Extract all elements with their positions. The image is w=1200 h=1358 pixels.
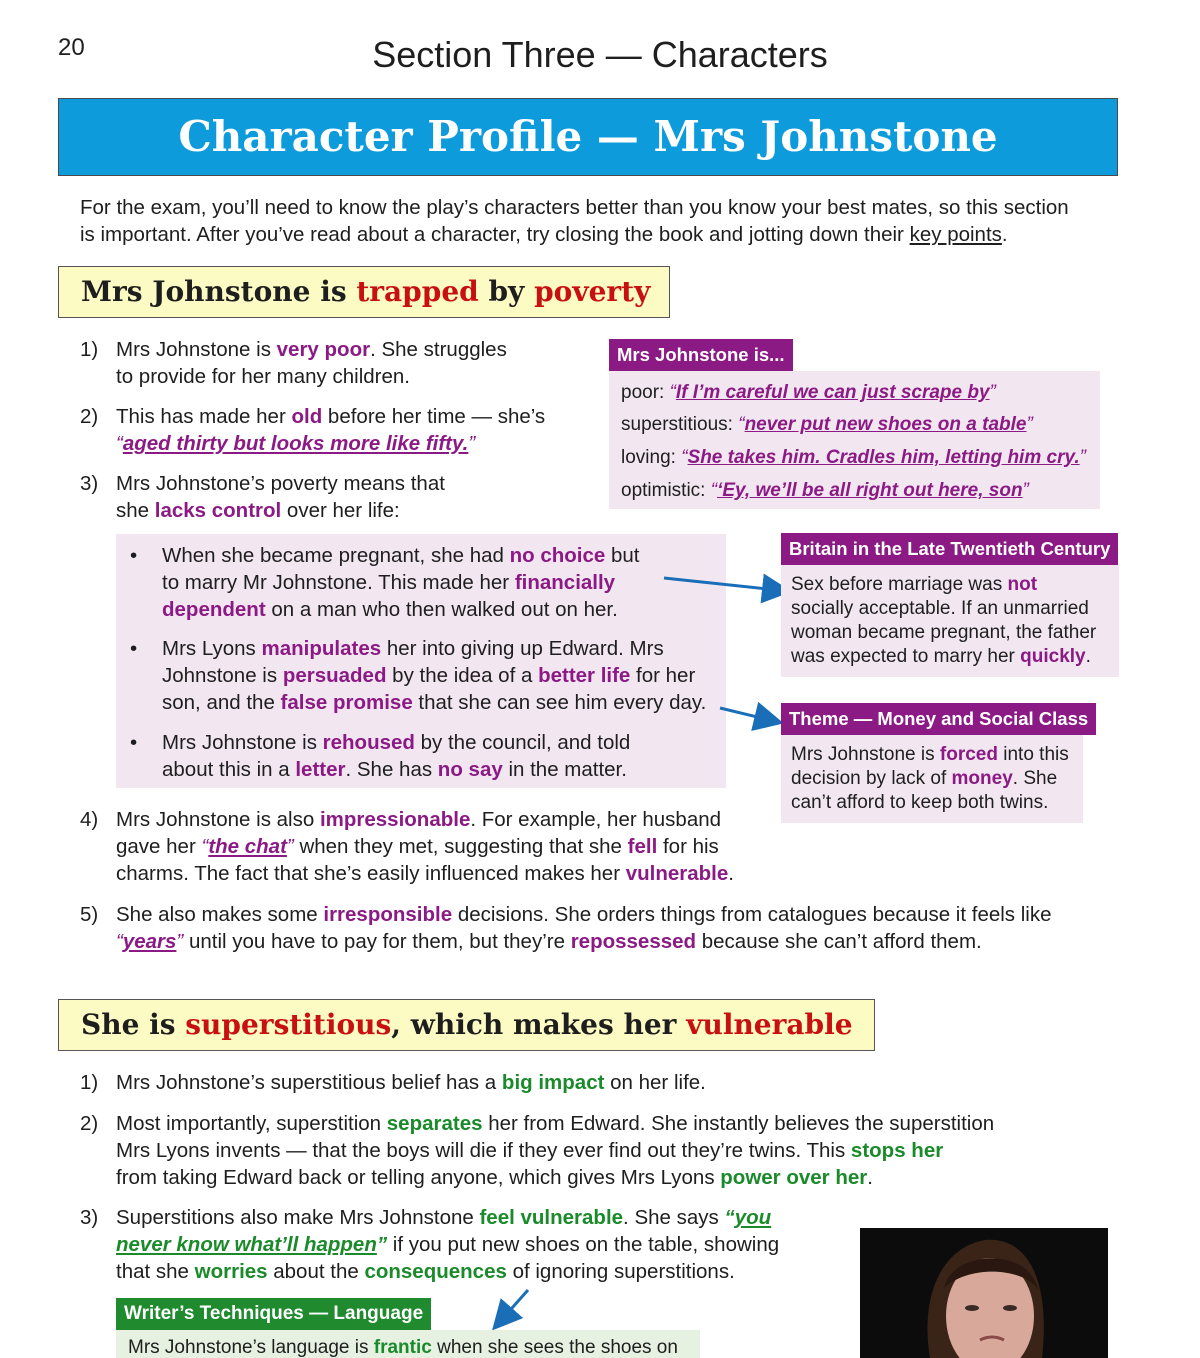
section-title: Section Three — Characters xyxy=(372,34,828,75)
list-item: 1) Mrs Johnstone is very poor. She struggles to provide for her many children. xyxy=(80,338,507,388)
page-title: Character Profile — Mrs Johnstone xyxy=(58,98,1118,176)
list-item: 1) Mrs Johnstone’s superstitious belief has a big impact on her life. xyxy=(80,1071,706,1094)
writers-techniques-box: Mrs Johnstone’s language is frantic when she sees the shoes on xyxy=(116,1330,700,1358)
page-number: 20 xyxy=(58,34,85,61)
britain-context-box: Sex before marriage was not socially acceptable. If an unmarried woman became pregnant, the father was expected to marry her quickly. xyxy=(781,565,1119,677)
writers-techniques-box-title: Writer’s Techniques — Language xyxy=(116,1298,431,1330)
list-item: 5) She also makes some irresponsible decisions. She orders things from catalogues because it feels like “years” until you have to pay for them, but they’re repossessed because she can’t afford them. xyxy=(80,903,1052,953)
character-photo xyxy=(860,1228,1108,1358)
theme-box: Mrs Johnstone is forced into this decision by lack of money. She can’t afford to keep both twins. xyxy=(781,735,1083,823)
key-points-link[interactable]: key points xyxy=(909,223,1002,246)
theme-box-title: Theme — Money and Social Class xyxy=(781,703,1096,735)
intro-paragraph: For the exam, you’ll need to know the play’s characters better than you know your best mates, so this section is important. After you’ve read about a character, try closing the book and jotting down their key points. xyxy=(80,196,1069,246)
bullet-list-box: • When she became pregnant, she had no choice but to marry Mr Johnstone. This made her financially dependent on a man who then walked out on her. • Mrs Lyons manipulates her into giving up Edward. Mrs Johnstone is persuaded by the idea of a better life for her son, and the false promise that she can see him every day. • Mrs Johnstone is rehoused by the council, and told about this in a letter. She has no say in the matter. xyxy=(116,534,726,788)
list-item: 3) Superstitions also make Mrs Johnstone feel vulnerable. She says “you never know what’ll happen” if you put new shoes on the table, showing that she worries about the consequences of ignoring superstitions. xyxy=(80,1206,780,1283)
list-item: 3) Mrs Johnstone’s poverty means that she lacks control over her life: xyxy=(80,472,445,522)
section-heading-poverty: Mrs Johnstone is trapped by poverty xyxy=(58,266,670,318)
britain-box-title: Britain in the Late Twentieth Century xyxy=(781,533,1118,565)
character-traits-box: poor: “If I’m careful we can just scrape by” superstitious: “never put new shoes on a table” loving: “She takes him. Cradles him, letting him cry.” optimistic: “‘Ey, we’ll be all right out here, son” xyxy=(609,371,1100,509)
list-item: 2) This has made her old before her time — she’s “aged thirty but looks more like fifty.” xyxy=(80,405,546,455)
character-traits-box-title: Mrs Johnstone is... xyxy=(609,339,793,371)
list-item: 4) Mrs Johnstone is also impressionable. For example, her husband gave her “the chat” when they met, suggesting that she fell for his charms. The fact that she’s easily influenced makes her vulnerable. xyxy=(80,808,734,885)
section-heading-superstitious: She is superstitious, which makes her vulnerable xyxy=(58,999,875,1051)
list-item: 2) Most importantly, superstition separates her from Edward. She instantly believes the superstition Mrs Lyons invents — that the boys will die if they ever find out they’re twins. This stops her from taking Edward back or telling anyone, which gives Mrs Lyons power over her. xyxy=(80,1112,995,1189)
